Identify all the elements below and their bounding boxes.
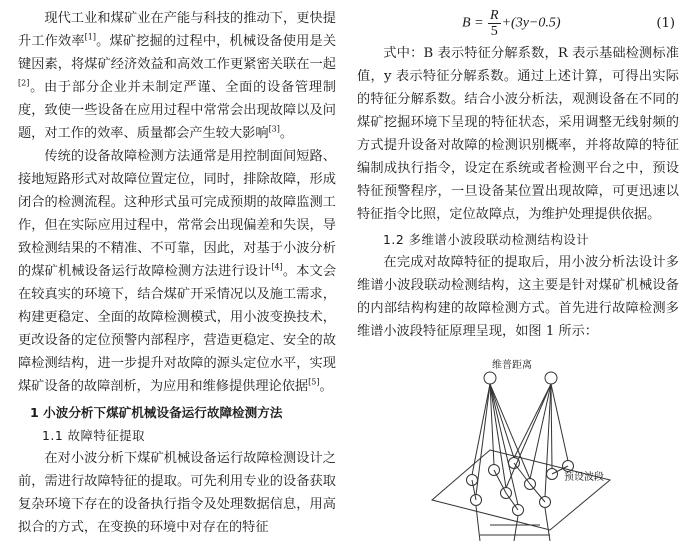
text-run: 。 xyxy=(319,379,333,394)
equation-number: (1) xyxy=(656,16,675,31)
text-run: 。 xyxy=(279,126,294,141)
figure-1-diagram xyxy=(410,350,640,541)
feature-extraction-paragraph: 在对小波分析下煤矿机械设备运行故障检测设计之前，需进行故障特征的提取。可先利用专业的设备获取复杂环境下存在的设备执行指令及处理数据信息，用高拟合的方式，在变换的环境中对存在的特征 xyxy=(18,451,336,535)
text-run: 。由于部分企业并未制定严谨、全面的设备管理制度，致使一些设备在应用过程中常常会出现故障以及问题，对工作的效率、质量都会产生较大影响 xyxy=(18,80,336,141)
section-heading: 1 小波分析下煤矿机械设备运行故障检测方法 xyxy=(30,405,283,420)
figure-1-svg xyxy=(410,350,640,541)
text-run: 。煤矿挖掘的过程中，机械设备使用是关键因素，将煤矿经济效益和高效工作更紧密关联在一起 xyxy=(18,34,337,72)
right-column xyxy=(357,0,679,343)
top-node xyxy=(545,372,557,384)
citation-ref[interactable]: [5] xyxy=(308,377,320,387)
top-node xyxy=(484,372,496,384)
citation-ref[interactable]: [2] xyxy=(18,78,30,88)
text-run: 。本文会在较真实的环境下，结合煤矿开采情况以及施工需求，构建更稳定、全面的故障检测模式，用小波变换技术，更改设备的定位预警内部程序，营造更稳定、安全的故障检测结构，进一步提升对故障的源头定位水平，实现煤矿设备的故障剖析，为应用和维修提供理论依据 xyxy=(18,264,337,394)
subsection-heading: 1.2 多维谱小波段联动检测结构设计 xyxy=(383,232,590,247)
equation-lhs: B xyxy=(462,15,471,31)
equation-fraction xyxy=(488,8,501,39)
subsection-heading: 1.1 故障特征提取 xyxy=(42,428,145,443)
equation-explanation-paragraph: 式中：B 表示特征分解系数，R 表示基础检测标准值，y 表示特征分解系数。通过上述计算，可得出实际的特征分解系数。结合小波分析法，观测设备在不同的煤矿挖掘环境下呈现的特征状态，采用调整无线射频的方式提升设备对故障的检测识别概率，并将故障的特征编制成执行指令，设定在系统或者检测平台之中，预设特征预警程序，一旦设备某位置出现故障，可更迅速以特征指令比照，定位故障点，为维护处理提供依据。 xyxy=(357,46,679,222)
fraction-numerator: R xyxy=(490,8,499,23)
left-column xyxy=(18,0,336,539)
structure-design-paragraph: 在完成对故障特征的提取后，用小波分析法设计多维谱小波段联动检测结构，这主要是针对煤矿机械设备的内部结构构建的故障检测方式。首先进行故障检测多维谱小波段特征原理呈现，如图 1 所示： xyxy=(357,255,679,339)
citation-ref[interactable]: [1] xyxy=(84,32,97,42)
equation-rest: +(3y−0.5) xyxy=(501,15,561,31)
fraction-denominator: 5 xyxy=(490,24,498,39)
text-run: 传统的设备故障检测方法通常是用控制面间短路、接地短路形式对故障位置定位，同时，排除故障，形成闭合的检测流程。这种形式虽可完成预期的故障监测工作，但在实际应用过程中，常常会出现偏差和失误，导致检测结果的不精准、不可靠，因此，对基于小波分析的煤矿机械设备运行故障检测方法进行设计 xyxy=(18,149,336,279)
plane-shape xyxy=(432,450,610,530)
intro-paragraph xyxy=(18,7,336,145)
background-paragraph xyxy=(18,145,336,398)
citation-ref[interactable]: [3] xyxy=(268,124,280,134)
equation-1 xyxy=(357,0,679,46)
figure-label-side: 预设波段 xyxy=(564,472,604,483)
text-run: 现代工业和煤矿业在产能与科技的推动下，更快提升工作效率 xyxy=(18,11,336,49)
equation-expression: B = $\frac{R}{5}$ +(3y−0.5) xyxy=(462,8,561,39)
citation-ref[interactable]: [4] xyxy=(271,262,283,272)
figure-label-top: 维普距离 xyxy=(492,360,532,371)
